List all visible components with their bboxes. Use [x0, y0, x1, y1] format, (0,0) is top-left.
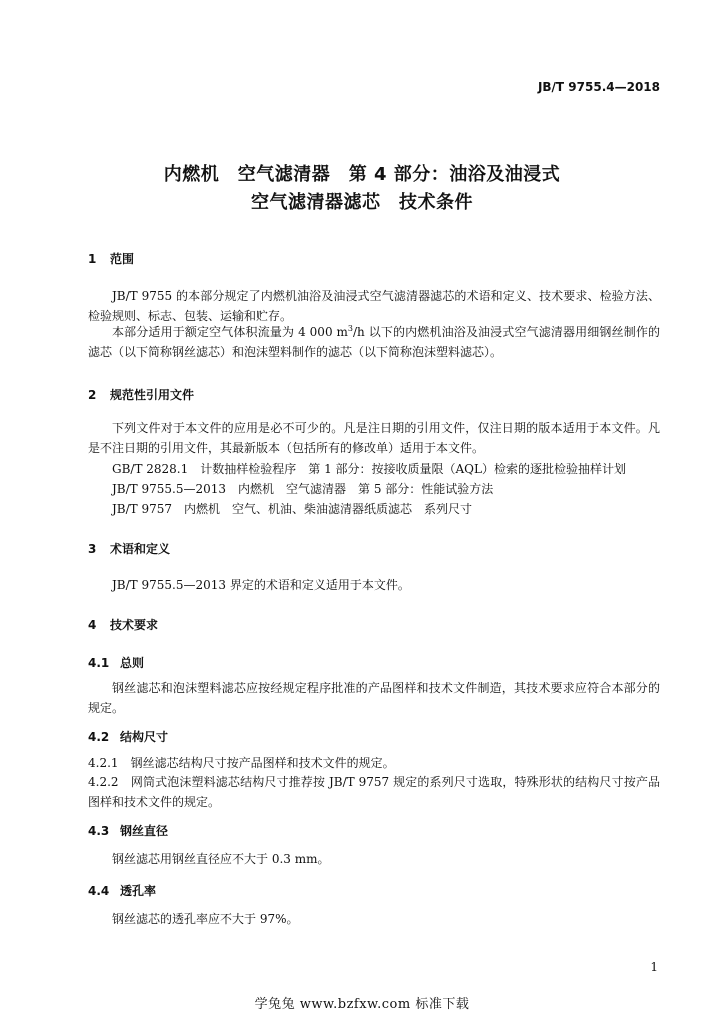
subsection-4-1-heading — [88, 654, 144, 671]
subsection-4-1-paragraph: 钢丝滤芯和泡沫塑料滤芯应按经规定程序批准的产品图样和技术文件制造，其技术要求应符合本部分的规定。 — [88, 681, 660, 715]
section-number: 3 — [88, 542, 97, 556]
document-title-line2: 空气滤清器滤芯 技术条件 — [251, 192, 473, 213]
document-title-line1: 内燃机 空气滤清器 第 4 部分：油浴及油浸式 — [163, 164, 561, 185]
section-title: 钢丝直径 — [120, 824, 169, 838]
section-title: 技术要求 — [110, 618, 159, 632]
para-text: 本部分适用于额定空气体积流量为 4 000 m — [112, 325, 348, 339]
section-2-heading — [88, 386, 194, 403]
subsection-4-2-heading — [88, 728, 168, 745]
section-1-paragraph-2 — [88, 322, 660, 362]
reference-item: GB/T 2828.1 计数抽样检验程序 第 1 部分：按接收质量限（AQL）检索的逐批检验抽样计划 — [112, 462, 626, 476]
superscript: 3 — [347, 324, 354, 333]
item-text: 网筒式泡沫塑料滤芯结构尺寸推荐按 JB/T 9757 规定的系列尺寸选取，特殊形状的结构尺寸按产品图样和技术文件的规定。 — [88, 775, 660, 809]
subsection-4-3-paragraph: 钢丝滤芯用钢丝直径应不大于 0.3 mm。 — [112, 852, 330, 866]
item-4-2-1 — [88, 754, 395, 771]
item-4-2-2 — [88, 772, 660, 812]
section-4-heading — [88, 616, 158, 633]
standard-code: JB/T 9755.4—2018 — [537, 80, 660, 94]
page-number: 1 — [650, 960, 658, 974]
subsection-4-4-heading — [88, 882, 156, 899]
item-number: 4.2.1 — [88, 756, 119, 770]
section-number: 4.1 — [88, 656, 110, 670]
subsection-4-4-paragraph: 钢丝滤芯的透孔率应不大于 97%。 — [112, 912, 299, 926]
item-text: 钢丝滤芯结构尺寸按产品图样和技术文件的规定。 — [130, 756, 395, 770]
section-3-heading — [88, 540, 170, 557]
para-text: /h 以下的内燃机油浴及油浸式空气滤清器用细钢丝制作的滤芯（以下简称钢丝滤芯）和泡沫塑料制作的滤芯（以下简称泡沫塑料滤芯）。 — [88, 325, 660, 359]
section-number: 4 — [88, 618, 97, 632]
subsection-4-3-heading — [88, 822, 168, 839]
item-number: 4.2.2 — [88, 775, 119, 789]
section-3-paragraph-1: JB/T 9755.5—2013 界定的术语和定义适用于本文件。 — [112, 578, 410, 592]
section-title: 术语和定义 — [110, 542, 171, 556]
section-title: 总则 — [120, 656, 145, 670]
reference-item: JB/T 9755.5—2013 内燃机 空气滤清器 第 5 部分：性能试验方法 — [112, 482, 494, 496]
section-title: 结构尺寸 — [120, 730, 169, 744]
section-1-paragraph-1: JB/T 9755 的本部分规定了内燃机油浴及油浸式空气滤清器滤芯的术语和定义、技术要求、检验方法、检验规则、标志、包装、运输和贮存。 — [88, 289, 660, 323]
section-number: 4.3 — [88, 824, 110, 838]
section-number: 2 — [88, 388, 97, 402]
reference-item: JB/T 9757 内燃机 空气、机油、柴油滤清器纸质滤芯 系列尺寸 — [112, 502, 473, 516]
section-1-heading — [88, 250, 134, 267]
section-number: 4.2 — [88, 730, 110, 744]
footer-watermark: 学兔兔 www.bzfxw.com 标准下载 — [254, 997, 470, 1012]
section-number: 4.4 — [88, 884, 110, 898]
section-title: 范围 — [110, 252, 135, 266]
section-title: 透孔率 — [120, 884, 157, 898]
section-2-paragraph-1: 下列文件对于本文件的应用是必不可少的。凡是注日期的引用文件，仅注日期的版本适用于本文件。凡是不注日期的引用文件，其最新版本（包括所有的修改单）适用于本文件。 — [88, 421, 660, 455]
section-number: 1 — [88, 252, 97, 266]
section-title: 规范性引用文件 — [110, 388, 195, 402]
